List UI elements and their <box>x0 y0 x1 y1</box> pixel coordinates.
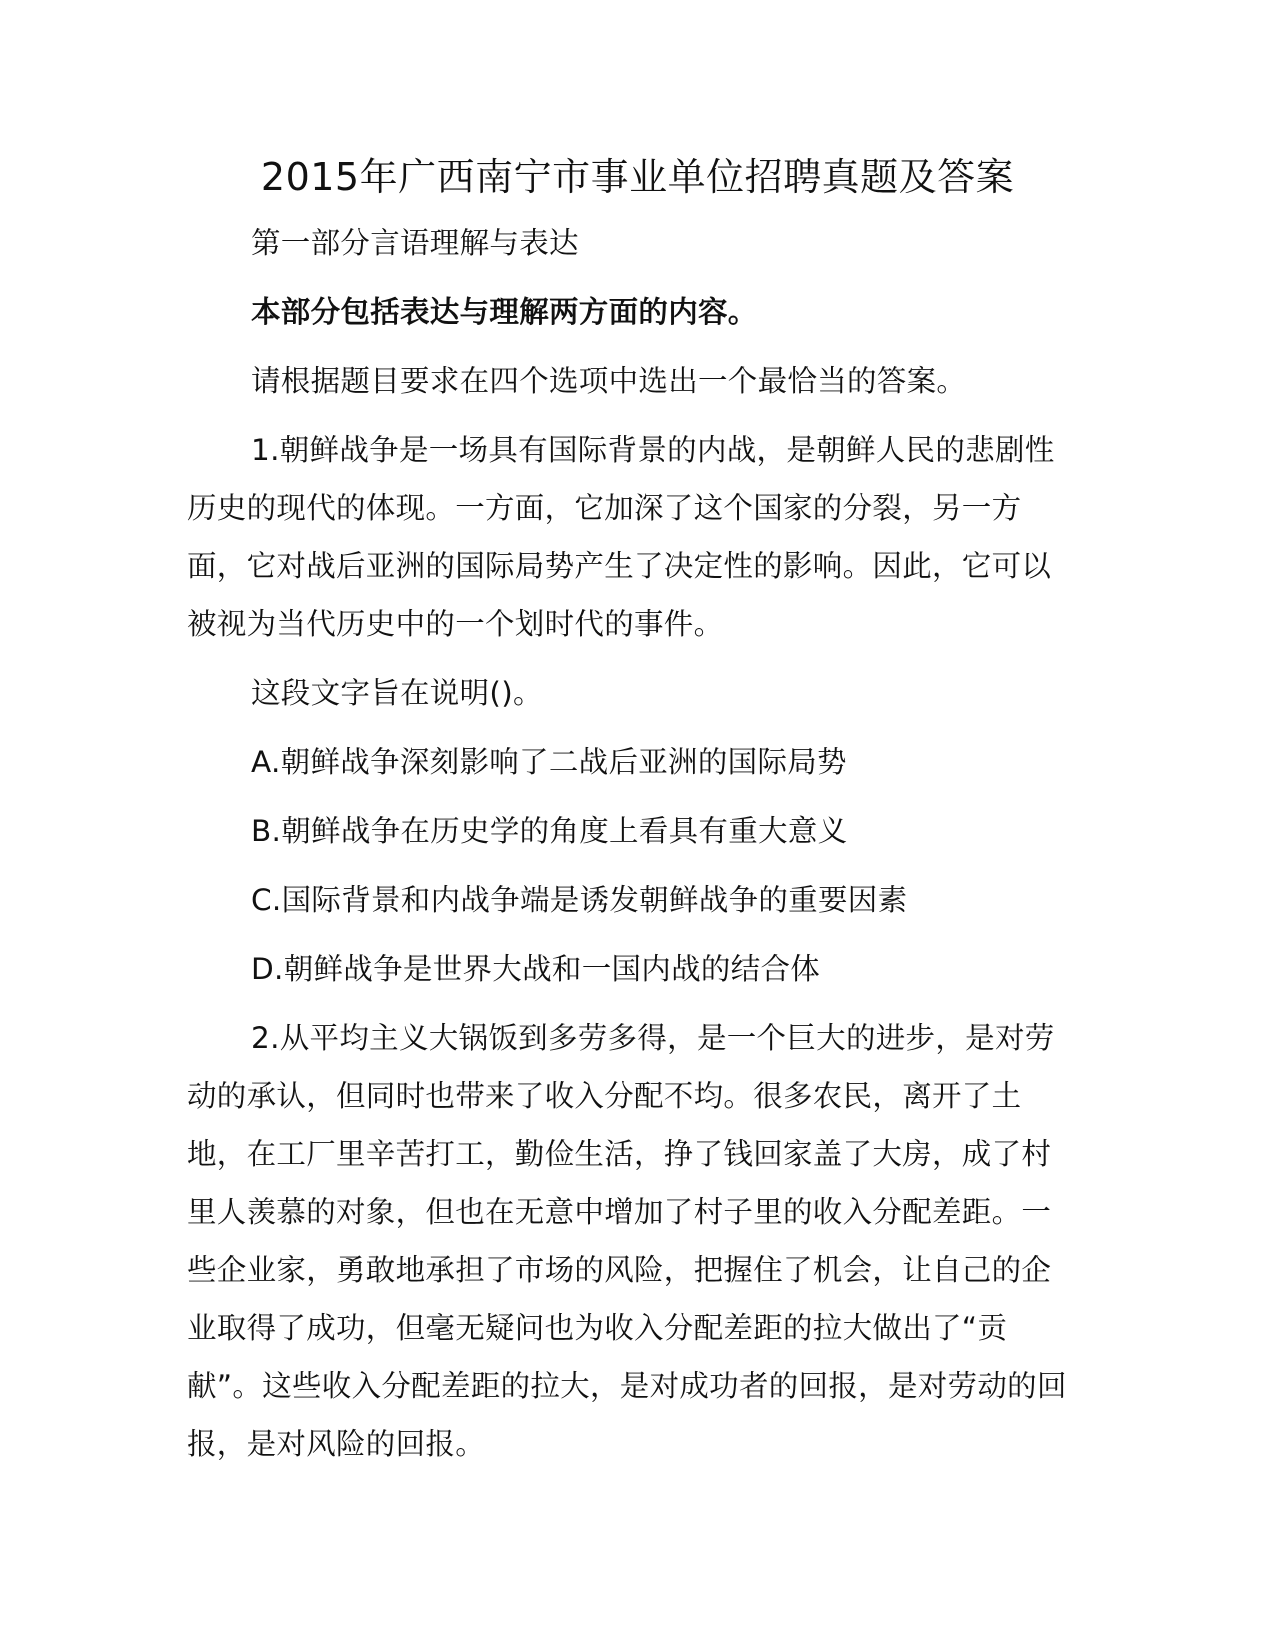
instruction-text: 请根据题目要求在四个选项中选出一个最恰当的答案。 <box>251 364 967 398</box>
section-heading: 第一部分言语理解与表达 <box>251 226 579 260</box>
question-1-prompt: 这段文字旨在说明()。 <box>251 676 543 710</box>
question-1-option-c: C.国际背景和内战争端是诱发朝鲜战争的重要因素 <box>251 883 908 917</box>
section-intro: 本部分包括表达与理解两方面的内容。 <box>251 295 758 329</box>
document-title: 2015年广西南宁市事业单位招聘真题及答案 <box>260 155 1015 199</box>
question-2-stem: 2.从平均主义大锅饭到多劳多得，是一个巨大的进步，是对劳动的承认，但同时也带来了收入分配不均。很多农民，离开了土地，在工厂里辛苦打工，勤俭生活，挣了钱回家盖了大房，成了村里人羡慕的对象，但也在无意中增加了村子里的收入分配差距。一些企业家，勇敢地承担了市场的风险，把握住了机会，让自己的企业取得了成功，但毫无疑问也为收入分配差距的拉大做出了“贡献”。这些收入分配差距的拉大，是对成功者的回报，是对劳动的回报，是对风险的回报。 <box>187 1021 1067 1461</box>
question-1-option-b: B.朝鲜战争在历史学的角度上看具有重大意义 <box>251 814 848 848</box>
question-1-option-d: D.朝鲜战争是世界大战和一国内战的结合体 <box>251 952 821 986</box>
question-1-option-a: A.朝鲜战争深刻影响了二战后亚洲的国际局势 <box>251 745 847 779</box>
question-1-stem: 1.朝鲜战争是一场具有国际背景的内战，是朝鲜人民的悲剧性历史的现代的体现。一方面，它加深了这个国家的分裂，另一方面，它对战后亚洲的国际局势产生了决定性的影响。因此，它可以被视为当代历史中的一个划时代的事件。 <box>187 433 1055 641</box>
